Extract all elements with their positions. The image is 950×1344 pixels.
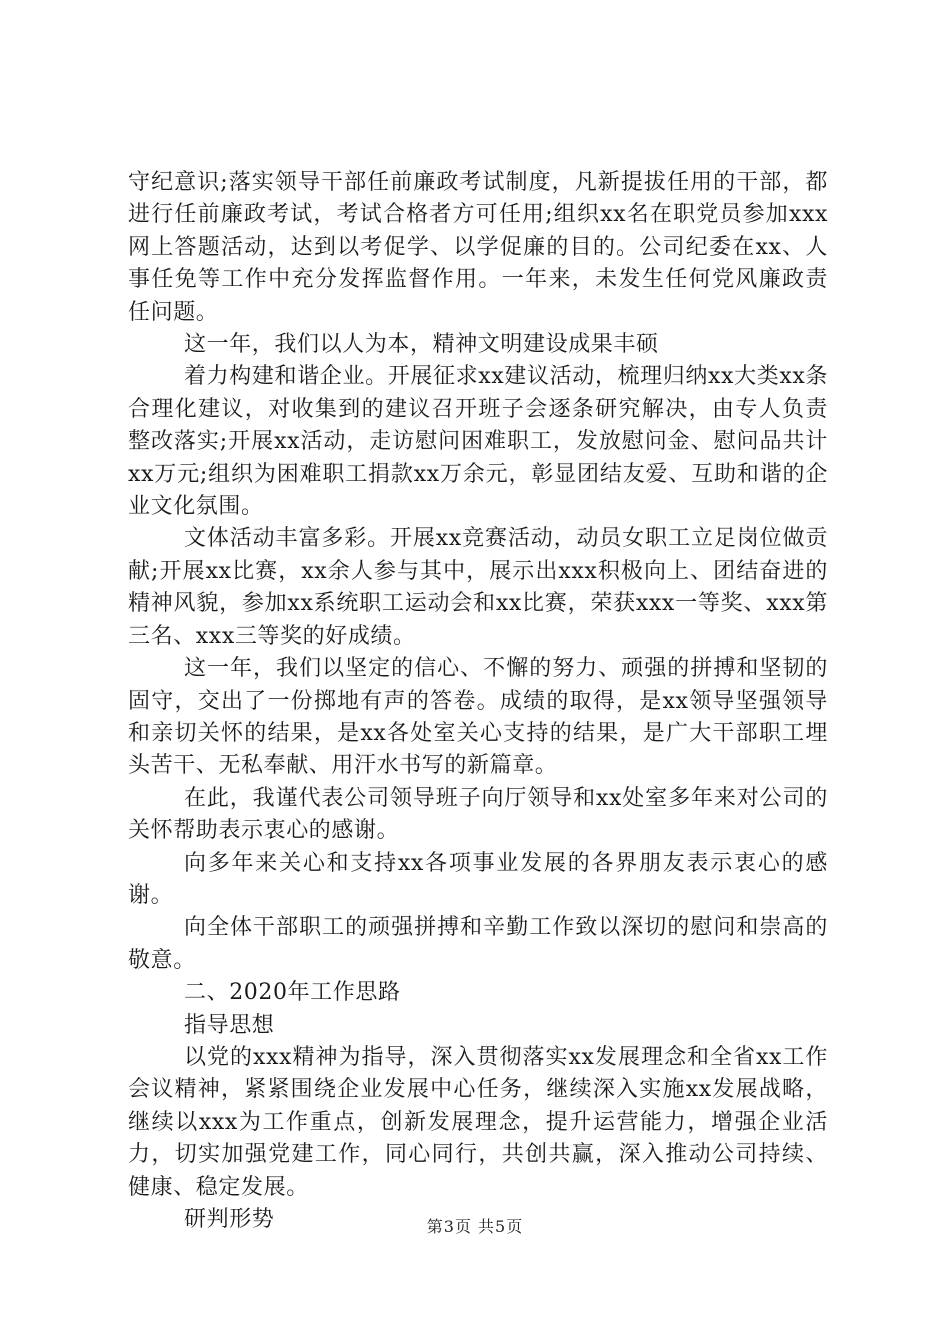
section-heading-spiritual-civilization: 这一年，我们以人为本，精神文明建设成果丰硕: [184, 332, 659, 358]
paragraph-discipline-continuation: 守纪意识;落实领导干部任前廉政考试制度，凡新提拔任用的干部，都进行任前廉政考试，考试合格者方可任用;组织xx名在职党员参加xxx网上答题活动，达到以考促学、以学促廉的目的。公司纪委在xx、人事任免等工作中充分发挥监督作用。一年来，未发生任何党风廉政责任问题。: [128, 170, 828, 325]
section-heading-2020-plan: 二、2020年工作思路: [184, 980, 401, 1006]
paragraph-thanks-friends: 向多年来关心和支持xx各项事业发展的各界朋友表示衷心的感谢。: [128, 850, 828, 908]
paragraph-year-summary: 这一年，我们以坚定的信心、不懈的努力、顽强的拼搏和坚韧的固守，交出了一份掷地有声的答卷。成绩的取得，是xx领导坚强领导和亲切关怀的结果，是xx各处室关心支持的结果，是广大干部职工埋头苦干、无私奉献、用汗水书写的新篇章。: [128, 656, 828, 779]
page-footer: 第3页 共5页: [426, 1217, 524, 1236]
paragraph-thanks-leadership: 在此，我谨代表公司领导班子向厅领导和xx处室多年来对公司的关怀帮助表示衷心的感谢。: [128, 785, 828, 844]
paragraph-thanks-staff: 向全体干部职工的顽强拼搏和辛勤工作致以深切的慰问和崇高的敬意。: [128, 915, 828, 973]
paragraph-harmonious-enterprise: 着力构建和谐企业。开展征求xx建议活动，梳理归纳xx大类xx条合理化建议，对收集到的建议召开班子会逐条研究解决，由专人负责整改落实;开展xx活动，走访慰问困难职工，发放慰问金、慰问品共计xx万元;组织为困难职工捐款xx万余元，彰显团结友爱、互助和谐的企业文化氛围。: [128, 364, 828, 520]
subheading-situation-analysis: 研判形势: [184, 1207, 275, 1232]
paragraph-guiding-ideology: 以党的xxx精神为指导，深入贯彻落实xx发展理念和全省xx工作会议精神，紧紧围绕企业发展中心任务，继续深入实施xx发展战略，继续以xxx为工作重点，创新发展理念，提升运营能力，增强企业活力，切实加强党建工作，同心同行，共创共赢，深入推动公司持续、健康、稳定发展。: [128, 1044, 828, 1200]
subheading-guiding-ideology: 指导思想: [184, 1012, 275, 1038]
document-body: [128, 167, 828, 1236]
paragraph-cultural-activities: 文体活动丰富多彩。开展xx竞赛活动，动员女职工立足岗位做贡献;开展xx比赛，xx余人参与其中，展示出xxx积极向上、团结奋进的精神风貌，参加xx系统职工运动会和xx比赛，荣获xxx一等奖、xxx第三名、xxx三等奖的好成绩。: [128, 526, 828, 649]
